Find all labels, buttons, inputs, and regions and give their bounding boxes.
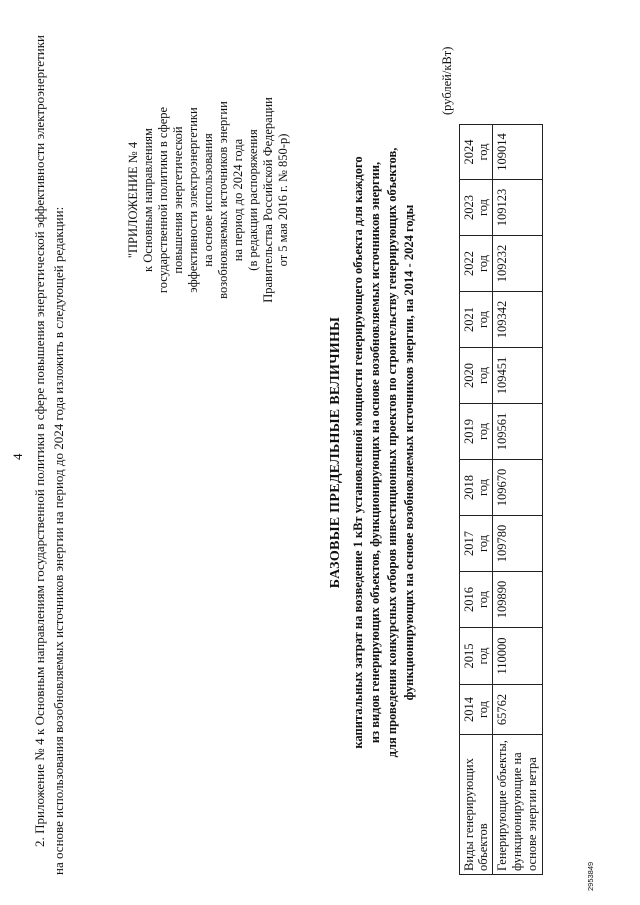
appendix-line: "ПРИЛОЖЕНИЕ № 4 — [126, 141, 140, 259]
appendix-line: государственной политики в сфере — [156, 106, 170, 294]
subtitle-line: для проведения конкурсных отборов инвестиционных проектов по строительству генерирующих объектов, — [385, 147, 399, 758]
table-cell: 109232 — [493, 236, 543, 292]
table-row — [493, 125, 543, 875]
appendix-line: эффективности электроэнергетики — [186, 107, 200, 293]
document-title: БАЗОВЫЕ ПРЕДЕЛЬНЫЕ ВЕЛИЧИНЫ — [328, 316, 343, 589]
header-year: 2016 год — [460, 572, 493, 628]
appendix-line: на период до 2024 года — [231, 138, 245, 262]
appendix-header — [126, 80, 291, 320]
row-type: Генерирующие объекты, функционирующие на основе энергии ветра — [493, 735, 543, 875]
document-subtitle — [350, 45, 418, 860]
table-cell: 109670 — [493, 460, 543, 516]
subtitle-line: капитальных затрат на возведение 1 кВт установленной мощности генерирующего объекта для каждого — [351, 156, 365, 749]
document-code: 2953849 — [586, 861, 595, 891]
header-year: 2024 год — [460, 125, 493, 180]
page-number: 4 — [10, 453, 25, 460]
header-year: 2019 год — [460, 404, 493, 460]
appendix-line: повышения энергетической — [171, 126, 185, 274]
intro-paragraph: 2. Приложение № 4 к Основным направлениям государственной политики в сфере повышения энергетической эффективности электроэнергетики на основе использования возобновляемых источников энергии на период до 2024 года изложить в следующей редакции: — [32, 35, 66, 875]
appendix-line: к Основным направлениям — [141, 128, 155, 272]
header-year: 2014 год — [460, 685, 493, 735]
subtitle-line: функционирующих на основе возобновляемых источников энергии, на 2014 - 2024 годы — [402, 204, 416, 701]
table-cell: 109780 — [493, 516, 543, 572]
header-type: Виды генерирующих объектов — [460, 735, 493, 875]
appendix-line: на основе использования — [201, 133, 215, 267]
header-year: 2015 год — [460, 628, 493, 685]
appendix-line: возобновляемых источников энергии — [216, 101, 230, 299]
cost-table — [459, 124, 543, 875]
header-year: 2017 год — [460, 516, 493, 572]
appendix-line: Правительства Российской Федерации — [261, 97, 275, 303]
table-cell: 109014 — [493, 125, 543, 180]
appendix-line: (в редакции распоряжения — [246, 129, 260, 271]
header-year: 2022 год — [460, 236, 493, 292]
table-cell: 110000 — [493, 628, 543, 685]
appendix-line: от 5 мая 2016 г. № 850-р) — [276, 133, 290, 267]
table-cell: 109342 — [493, 292, 543, 348]
table-cell: 109890 — [493, 572, 543, 628]
table-cell: 109123 — [493, 180, 543, 236]
units-label: (рублей/кВт) — [440, 46, 454, 115]
intro-text — [30, 35, 68, 875]
subtitle-line: из видов генерирующих объектов, функционирующих на основе возобновляемых источников энергии, — [368, 161, 382, 744]
header-year: 2020 год — [460, 348, 493, 404]
table-cell: 109451 — [493, 348, 543, 404]
header-year: 2018 год — [460, 460, 493, 516]
table-cell: 65762 — [493, 685, 543, 735]
header-year: 2021 год — [460, 292, 493, 348]
table-cell: 109561 — [493, 404, 543, 460]
table-header-row — [460, 125, 493, 875]
header-year: 2023 год — [460, 180, 493, 236]
